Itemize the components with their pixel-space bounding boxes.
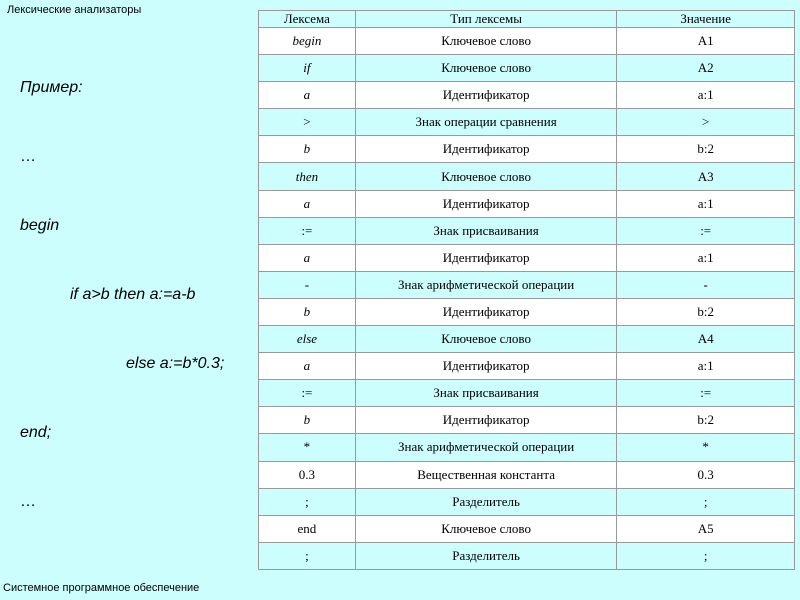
table-row	[259, 82, 795, 109]
cell-lexeme: :=	[259, 380, 356, 407]
cell-type: Знак операции сравнения	[355, 109, 617, 136]
cell-type: Идентификатор	[355, 298, 617, 325]
cell-value: a:1	[617, 190, 795, 217]
table-row	[259, 488, 795, 515]
cell-value: A1	[617, 28, 795, 55]
cell-type: Знак присваивания	[355, 217, 617, 244]
cell-value: A4	[617, 326, 795, 353]
code-heading: Пример:	[20, 79, 83, 96]
cell-lexeme: else	[259, 326, 356, 353]
cell-value: b:2	[617, 407, 795, 434]
cell-type: Ключевое слово	[355, 163, 617, 190]
table-row	[259, 298, 795, 325]
cell-lexeme: 0.3	[259, 461, 356, 488]
cell-type: Ключевое слово	[355, 515, 617, 542]
code-line-else: else a:=b*0.3;	[126, 355, 225, 372]
cell-type: Знак арифметической операции	[355, 434, 617, 461]
header-type: Тип лексемы	[355, 11, 617, 28]
cell-lexeme: then	[259, 163, 356, 190]
cell-type: Ключевое слово	[355, 28, 617, 55]
table-header-row	[259, 11, 795, 28]
cell-lexeme: b	[259, 407, 356, 434]
cell-lexeme: b	[259, 298, 356, 325]
table-row	[259, 353, 795, 380]
cell-type: Идентификатор	[355, 136, 617, 163]
cell-value: A3	[617, 163, 795, 190]
header-lexeme: Лексема	[259, 11, 356, 28]
cell-value: :=	[617, 380, 795, 407]
cell-value: ;	[617, 488, 795, 515]
table-row	[259, 271, 795, 298]
cell-lexeme: end	[259, 515, 356, 542]
cell-value: >	[617, 109, 795, 136]
cell-type: Знак присваивания	[355, 380, 617, 407]
cell-value: ;	[617, 542, 795, 569]
cell-type: Идентификатор	[355, 407, 617, 434]
table-row	[259, 407, 795, 434]
code-line-end: end;	[20, 424, 52, 441]
cell-type: Ключевое слово	[355, 326, 617, 353]
cell-value: *	[617, 434, 795, 461]
table-row	[259, 380, 795, 407]
cell-value: :=	[617, 217, 795, 244]
cell-value: 0.3	[617, 461, 795, 488]
cell-type: Вещественная константа	[355, 461, 617, 488]
cell-type: Идентификатор	[355, 353, 617, 380]
cell-lexeme: ;	[259, 488, 356, 515]
cell-type: Идентификатор	[355, 82, 617, 109]
cell-lexeme: if	[259, 55, 356, 82]
table-row	[259, 109, 795, 136]
table-row	[259, 515, 795, 542]
code-line-begin: begin	[20, 217, 60, 234]
cell-type: Знак арифметической операции	[355, 271, 617, 298]
cell-lexeme: *	[259, 434, 356, 461]
table-row	[259, 55, 795, 82]
table-row	[259, 190, 795, 217]
table-row	[259, 461, 795, 488]
cell-lexeme: a	[259, 244, 356, 271]
cell-lexeme: -	[259, 271, 356, 298]
footer-title: Системное программное обеспечение	[3, 582, 200, 594]
slide-title: Лексические анализаторы	[7, 4, 142, 16]
code-line-if: if a>b then a:=a-b	[70, 286, 196, 303]
cell-lexeme: begin	[259, 28, 356, 55]
table-row	[259, 244, 795, 271]
cell-value: a:1	[617, 82, 795, 109]
cell-type: Разделитель	[355, 488, 617, 515]
cell-value: A5	[617, 515, 795, 542]
cell-lexeme: >	[259, 109, 356, 136]
header-value: Значение	[617, 11, 795, 28]
cell-lexeme: a	[259, 190, 356, 217]
cell-lexeme: a	[259, 82, 356, 109]
cell-lexeme: ;	[259, 542, 356, 569]
table-row	[259, 434, 795, 461]
cell-value: a:1	[617, 353, 795, 380]
table-row	[259, 136, 795, 163]
table-row	[259, 217, 795, 244]
cell-value: b:2	[617, 298, 795, 325]
cell-type: Идентификатор	[355, 244, 617, 271]
code-ellipsis-bottom: …	[20, 493, 36, 510]
cell-lexeme: a	[259, 353, 356, 380]
code-example	[20, 30, 224, 536]
code-ellipsis-top: …	[20, 148, 36, 165]
cell-type: Ключевое слово	[355, 55, 617, 82]
table-body	[259, 28, 795, 570]
table-row	[259, 28, 795, 55]
cell-type: Идентификатор	[355, 190, 617, 217]
cell-value: b:2	[617, 136, 795, 163]
cell-value: a:1	[617, 244, 795, 271]
cell-value: A2	[617, 55, 795, 82]
lexeme-table	[258, 10, 795, 570]
cell-type: Разделитель	[355, 542, 617, 569]
table-row	[259, 163, 795, 190]
cell-lexeme: :=	[259, 217, 356, 244]
table-row	[259, 326, 795, 353]
cell-lexeme: b	[259, 136, 356, 163]
table-row	[259, 542, 795, 569]
cell-value: -	[617, 271, 795, 298]
